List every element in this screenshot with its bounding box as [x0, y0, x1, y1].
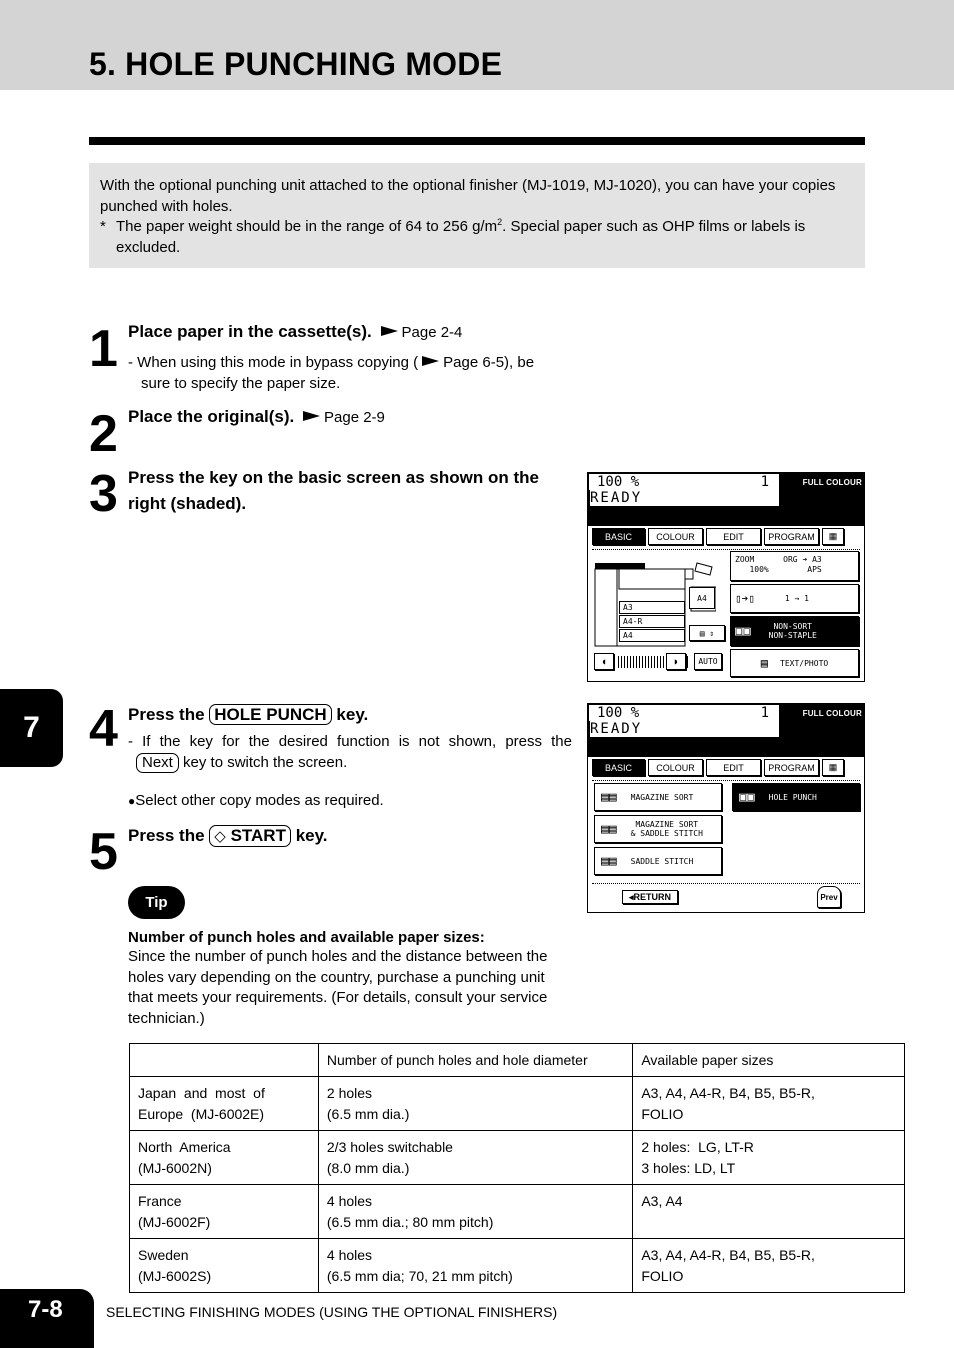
- zoom-ratio: 100 %: [597, 705, 640, 721]
- sizes-line: A3, A4, A4-R, B4, B5, B5-R,: [641, 1085, 815, 1101]
- prev-button[interactable]: Prev: [817, 886, 841, 908]
- step-1-number: 1: [89, 320, 118, 378]
- saddle-stitch-label: SADDLE STITCH: [630, 856, 694, 866]
- holes-line: (6.5 mm dia; 70, 21 mm pitch): [326, 1268, 513, 1284]
- zoom-display: [589, 705, 779, 721]
- sizes-line: 2 holes: LG, LT-R: [641, 1139, 754, 1155]
- intro-note: [100, 217, 855, 258]
- divider: [592, 780, 860, 781]
- holes-cell: [318, 1131, 632, 1185]
- region-line: (MJ-6002F): [138, 1214, 211, 1230]
- note-text-a: The paper weight should be in the range of 64 to 256 g/m: [116, 218, 498, 235]
- magazine-sort-icon: ▤▤: [601, 789, 617, 805]
- saddle-stitch-icon: ▤▤: [601, 853, 617, 869]
- tip-badge: Tip: [128, 886, 185, 919]
- hole-punch-label: HOLE PUNCH: [768, 792, 817, 802]
- region-line: (MJ-6002S): [138, 1268, 212, 1284]
- colour-mode: FULL COLOUR: [802, 478, 862, 487]
- step-4-note: [128, 731, 572, 773]
- holes-line: 4 holes: [326, 1247, 373, 1263]
- step-1-note-a: - When using this mode in bypass copying (: [128, 354, 419, 371]
- sizes-cell: [633, 1239, 905, 1293]
- chapter-tab: 7: [0, 689, 63, 767]
- note-text-b: . Special paper such as OHP films or labels is excluded.: [116, 218, 806, 256]
- note-text: [116, 217, 855, 258]
- duplex-value: 1 → 1: [784, 594, 809, 603]
- drawer-2[interactable]: A4-R: [619, 615, 685, 628]
- page-ref-arrow-icon: [303, 411, 320, 421]
- divider: [592, 549, 860, 550]
- magazine-sort-saddle-stitch-button[interactable]: [594, 815, 722, 843]
- region-cell: [130, 1077, 319, 1131]
- tip-heading: Number of punch holes and available paper sizes:: [128, 929, 485, 946]
- holes-cell: [318, 1077, 632, 1131]
- auto-density-button[interactable]: AUTO: [694, 653, 722, 670]
- lcd-tab-bar: [592, 759, 844, 776]
- region-line: North America: [138, 1139, 231, 1155]
- step-4-note-b: key to switch the screen.: [183, 754, 348, 771]
- region-cell: [130, 1131, 319, 1185]
- return-button[interactable]: [622, 890, 678, 904]
- tab-program[interactable]: PROGRAM: [764, 528, 819, 545]
- step-1-note-b: sure to specify the paper size.: [141, 375, 341, 392]
- page-number: 7-8: [0, 1289, 94, 1348]
- tab-colour[interactable]: COLOUR: [648, 759, 703, 776]
- document-icon: ▤: [760, 655, 769, 670]
- tip-body: Since the number of punch holes and the distance between the holes vary depending on the country, purchase a punching unit that meets your requirements. (For details, consult your service technician.): [128, 948, 548, 1027]
- hole-punch-button[interactable]: [732, 783, 860, 811]
- sizes-line: 3 holes: LD, LT: [641, 1160, 736, 1176]
- sort-mode-button[interactable]: [730, 616, 859, 646]
- duplex-button[interactable]: [730, 584, 859, 613]
- bullet-icon: ●: [128, 794, 136, 808]
- hole-punch-icon: ▣▣: [739, 789, 755, 805]
- sort-icon: ▣▣: [735, 623, 751, 639]
- table-header-row: [130, 1044, 905, 1077]
- sizes-line: FOLIO: [641, 1268, 684, 1284]
- title-rule: [89, 137, 865, 145]
- note-marker: *: [100, 218, 106, 235]
- step-1-note: [128, 352, 572, 394]
- step-4-number: 4: [89, 700, 118, 758]
- step-2-heading: [128, 404, 385, 431]
- zoom-button[interactable]: ZOOM ORG ➔ A3 100% APS: [730, 551, 859, 581]
- page-ref-arrow-icon: [381, 326, 398, 336]
- keyboard-icon[interactable]: ▦: [822, 759, 844, 776]
- start-diamond-icon: ◇: [214, 828, 226, 845]
- tab-program[interactable]: PROGRAM: [764, 759, 819, 776]
- region-line: Sweden: [138, 1247, 189, 1263]
- step-1-heading-text: Place paper in the cassette(s).: [128, 322, 372, 341]
- holes-line: 2/3 holes switchable: [326, 1139, 453, 1155]
- keyboard-icon[interactable]: ▦: [822, 528, 844, 545]
- note-superscript: 2: [497, 217, 503, 227]
- holes-cell: [318, 1185, 632, 1239]
- step-4-heading: [128, 702, 368, 728]
- magazine-sort-label: MAGAZINE SORT: [630, 792, 694, 802]
- region-cell: [130, 1239, 319, 1293]
- lcd-status-bar: [588, 473, 864, 526]
- copy-count: 1: [760, 474, 769, 490]
- step-2-number: 2: [89, 405, 118, 463]
- step-4-heading-a: Press the: [128, 705, 205, 724]
- sizes-cell: [633, 1185, 905, 1239]
- step-5-heading: [128, 823, 328, 849]
- sizes-line: FOLIO: [641, 1106, 684, 1122]
- step-4-bullet: [128, 790, 384, 812]
- holes-line: (8.0 mm dia.): [326, 1160, 410, 1176]
- start-key: [209, 825, 291, 847]
- table-header-cell: Available paper sizes: [633, 1044, 905, 1077]
- section-title: SELECTING FINISHING MODES (USING THE OPTIONAL FINISHERS): [106, 1304, 558, 1320]
- return-arrow-icon: ◂: [628, 891, 634, 902]
- step-3-heading: Press the key on the basic screen as shown on the right (shaded).: [128, 468, 539, 513]
- holes-line: (6.5 mm dia.; 80 mm pitch): [326, 1214, 494, 1230]
- divider: [592, 883, 860, 884]
- zoom-value: 100%: [749, 565, 769, 574]
- darker-button[interactable]: ◗: [666, 653, 686, 670]
- step-2-page-ref: Page 2-9: [324, 409, 385, 426]
- step-4-bullet-text: Select other copy modes as required.: [135, 792, 384, 809]
- tab-basic[interactable]: BASIC: [592, 759, 645, 776]
- ready-status: READY: [590, 721, 779, 737]
- region-line: Japan and most of: [138, 1085, 265, 1101]
- step-2-heading-text: Place the original(s).: [128, 407, 295, 426]
- control-panel-finishing-screen: [587, 703, 865, 913]
- table-row: [130, 1239, 905, 1293]
- region-line: (MJ-6002N): [138, 1160, 212, 1176]
- holes-cell: [318, 1239, 632, 1293]
- colour-mode: FULL COLOUR: [802, 709, 862, 718]
- return-label: RETURN: [633, 891, 672, 902]
- saddle-stitch-icon: ▤▤: [601, 821, 617, 837]
- holes-line: 4 holes: [326, 1193, 373, 1209]
- step-1-heading: [128, 319, 462, 346]
- holes-line: (6.5 mm dia.): [326, 1106, 410, 1122]
- image-mode-button[interactable]: [730, 649, 859, 677]
- step-4-heading-b: key.: [336, 705, 369, 724]
- image-mode-value: TEXT/PHOTO: [780, 658, 829, 668]
- magazine-sort-saddle-stitch-label: MAGAZINE SORT & SADDLE STITCH: [630, 820, 703, 838]
- lcd-status-bar: [588, 704, 864, 757]
- page-ref-arrow-icon: [422, 356, 439, 366]
- step-4-note-a: - If the key for the desired function is not shown, press the: [128, 733, 572, 750]
- org-size: A3: [812, 555, 822, 564]
- region-cell: [130, 1185, 319, 1239]
- table-header-cell: Number of punch holes and hole diameter: [318, 1044, 632, 1077]
- table-row: [130, 1131, 905, 1185]
- duplex-icon: ▯➔▯: [735, 592, 755, 605]
- hole-punch-key: HOLE PUNCH: [209, 704, 331, 725]
- lighter-button[interactable]: ◖: [594, 653, 614, 670]
- table-row: [130, 1185, 905, 1239]
- region-line: Europe (MJ-6002E): [138, 1106, 265, 1122]
- sizes-cell: [633, 1131, 905, 1185]
- sizes-cell: [633, 1077, 905, 1131]
- step-5-heading-b: key.: [295, 826, 328, 845]
- copy-count: 1: [760, 705, 769, 721]
- control-panel-basic-screen: [587, 472, 865, 682]
- tab-edit[interactable]: EDIT: [706, 528, 761, 545]
- holes-line: 2 holes: [326, 1085, 373, 1101]
- punch-spec-table: [129, 1043, 905, 1293]
- sort-value: NON-SORT NON-STAPLE: [768, 622, 817, 640]
- sizes-line: A3, A4, A4-R, B4, B5, B5-R,: [641, 1247, 815, 1263]
- saddle-stitch-button[interactable]: [594, 847, 722, 875]
- ready-status: READY: [590, 490, 779, 506]
- lcd-tab-bar: [592, 528, 844, 545]
- org-label: ORG: [783, 555, 798, 564]
- table-row: [130, 1077, 905, 1131]
- next-key: Next: [136, 753, 179, 773]
- paper-select-button[interactable]: ▤ ⇕: [689, 625, 725, 641]
- tab-basic[interactable]: BASIC: [592, 528, 645, 545]
- step-5-heading-a: Press the: [128, 826, 205, 845]
- step-5-number: 5: [89, 823, 118, 881]
- start-key-label: START: [230, 826, 286, 845]
- zoom-ratio: 100 %: [597, 474, 640, 490]
- bypass-paper-size[interactable]: A4: [689, 587, 715, 609]
- drawer-1[interactable]: A3: [619, 601, 685, 614]
- step-3-number: 3: [89, 465, 118, 523]
- page-title: 5. HOLE PUNCHING MODE: [89, 46, 503, 82]
- zoom-label: ZOOM: [735, 555, 755, 564]
- intro-text: With the optional punching unit attached to the optional finisher (MJ-1019, MJ-1020), you can have your copies punched with holes.: [100, 177, 836, 215]
- drawer-3[interactable]: A4: [619, 629, 685, 642]
- aps-label: APS: [807, 565, 822, 574]
- magazine-sort-button[interactable]: [594, 783, 722, 811]
- zoom-display: [589, 474, 779, 490]
- table-header-cell: [130, 1044, 319, 1077]
- sizes-line: A3, A4: [641, 1193, 683, 1209]
- step-1-page-ref: Page 2-4: [401, 324, 463, 341]
- tab-edit[interactable]: EDIT: [706, 759, 761, 776]
- intro-box: [89, 163, 865, 268]
- step-1-note-ref: Page 6-5), be: [443, 354, 535, 371]
- region-line: France: [138, 1193, 182, 1209]
- tab-colour[interactable]: COLOUR: [648, 528, 703, 545]
